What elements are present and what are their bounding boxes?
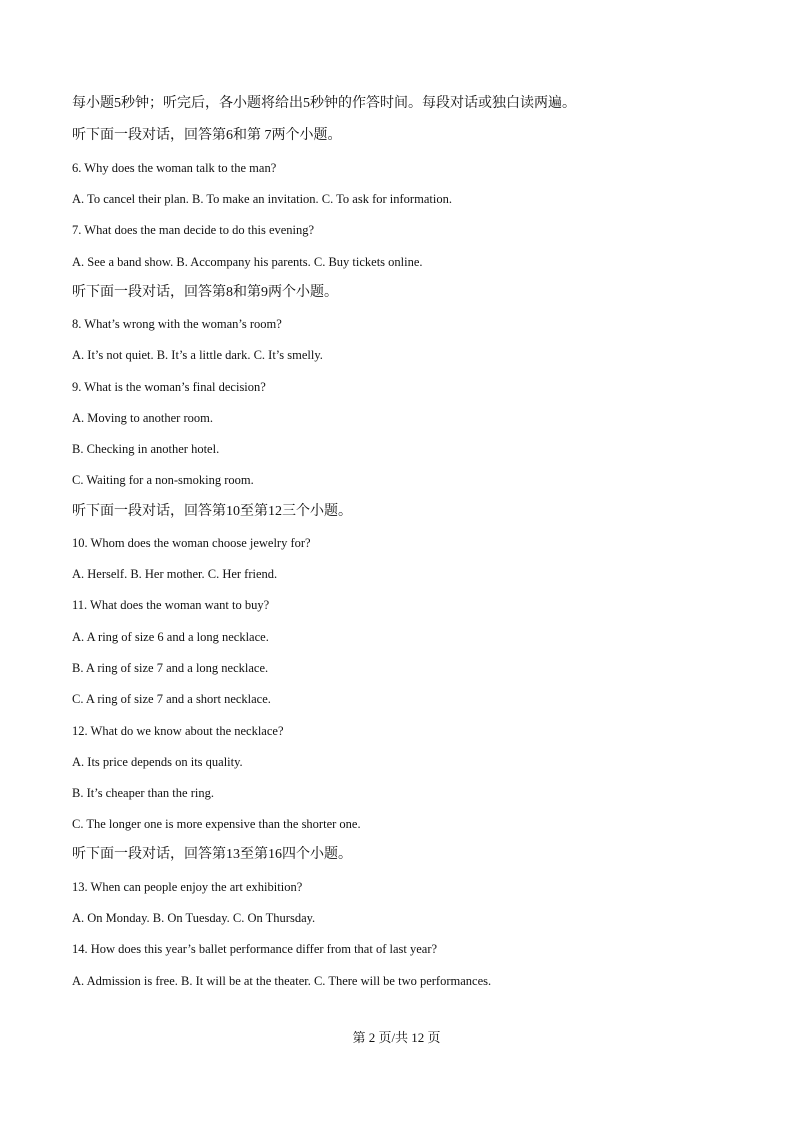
question-9-option-b: B. Checking in another hotel. xyxy=(72,442,220,456)
section-heading: 听下面一段对话，回答第8和第9两个小题。 xyxy=(72,285,338,300)
question-6: 6. Why does the woman talk to the man? xyxy=(72,161,277,175)
question-14: 14. How does this year’s ballet performance differ from that of last year? xyxy=(72,942,438,956)
question-7: 7. What does the man decide to do this evening? xyxy=(72,223,315,237)
page-number: 第 2 页/共 12 页 xyxy=(352,1030,441,1045)
question-11-option-b: B. A ring of size 7 and a long necklace. xyxy=(72,661,269,675)
question-12-option-c: C. The longer one is more expensive than the shorter one. xyxy=(72,817,361,831)
question-11: 11. What does the woman want to buy? xyxy=(72,598,270,612)
instruction-line: 每小题5秒钟；听完后，各小题将给出5秒钟的作答时间。每段对话或独白读两遍。 xyxy=(72,96,576,111)
question-13-options: A. On Monday. B. On Tuesday. C. On Thursday. xyxy=(72,911,316,925)
question-9-option-c: C. Waiting for a non-smoking room. xyxy=(72,473,254,487)
question-8-options: A. It’s not quiet. B. It’s a little dark. C. It’s smelly. xyxy=(72,348,323,362)
question-10-options: A. Herself. B. Her mother. C. Her friend. xyxy=(72,567,278,581)
question-7-options: A. See a band show. B. Accompany his parents. C. Buy tickets online. xyxy=(72,255,423,269)
question-11-option-a: A. A ring of size 6 and a long necklace. xyxy=(72,630,269,644)
question-12: 12. What do we know about the necklace? xyxy=(72,724,284,738)
question-6-options: A. To cancel their plan. B. To make an invitation. C. To ask for information. xyxy=(72,192,452,206)
question-8: 8. What’s wrong with the woman’s room? xyxy=(72,317,282,331)
question-9-option-a: A. Moving to another room. xyxy=(72,411,213,425)
section-heading: 听下面一段对话，回答第6和第 7两个小题。 xyxy=(72,128,342,143)
question-13: 13. When can people enjoy the art exhibition? xyxy=(72,880,303,894)
question-11-option-c: C. A ring of size 7 and a short necklace. xyxy=(72,692,271,706)
question-12-option-a: A. Its price depends on its quality. xyxy=(72,755,243,769)
question-12-option-b: B. It’s cheaper than the ring. xyxy=(72,786,214,800)
question-14-options: A. Admission is free. B. It will be at the theater. C. There will be two performances. xyxy=(72,974,492,988)
question-9: 9. What is the woman’s final decision? xyxy=(72,380,266,394)
section-heading: 听下面一段对话，回答第13至第16四个小题。 xyxy=(72,847,352,862)
section-heading: 听下面一段对话，回答第10至第12三个小题。 xyxy=(72,504,352,519)
question-10: 10. Whom does the woman choose jewelry for? xyxy=(72,536,311,550)
